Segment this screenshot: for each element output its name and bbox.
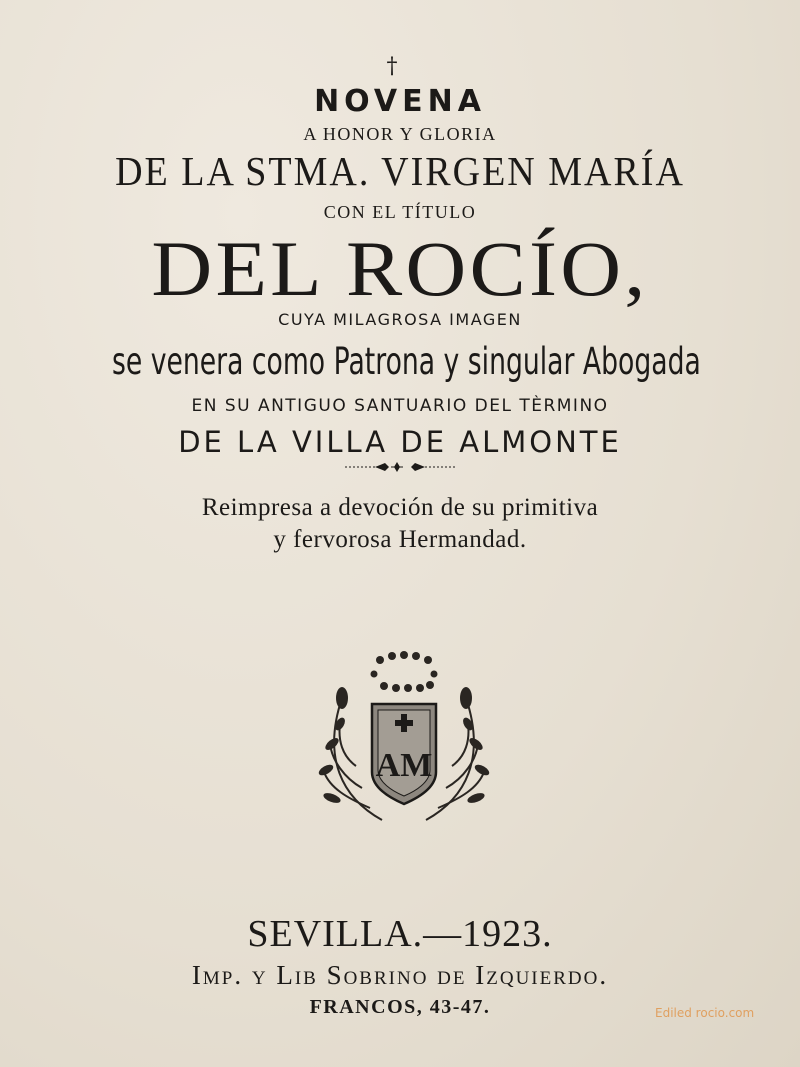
watermark-text: Ediled rocio.com xyxy=(655,1006,755,1020)
subtitle-santuario: EN SU ANTIGUO SANTUARIO DEL TÈRMINO xyxy=(191,396,609,416)
reprint-line-2: y fervorosa Hermandad. xyxy=(273,526,527,553)
title-rocio: DEL ROCÍO, xyxy=(151,225,649,312)
imprint-printer: Imp. y Lib Sobrino de Izquierdo. xyxy=(191,960,609,990)
marian-emblem xyxy=(312,648,496,832)
subtitle-virgen: DE LA STMA. VIRGEN MARÍA xyxy=(115,149,685,195)
cross-icon: † xyxy=(386,54,398,79)
title-novena: NOVENA xyxy=(314,84,486,119)
subtitle-honor: A HONOR Y GLORIA xyxy=(303,124,497,144)
emblem-monogram: AM xyxy=(375,747,433,784)
imprint-address: FRANCOS, 43-47. xyxy=(309,996,491,1018)
reprint-line-1: Reimpresa a devoción de su primitiva xyxy=(201,494,599,521)
subtitle-venera: se venera como Patrona y singular Abogada xyxy=(112,340,701,383)
divider-ornament xyxy=(0,460,800,474)
subtitle-cuya: CUYA MILAGROSA IMAGEN xyxy=(278,310,522,329)
subtitle-titulo: CON EL TÍTULO xyxy=(323,202,477,222)
subtitle-villa: DE LA VILLA DE ALMONTE xyxy=(178,425,622,459)
imprint-city-year: SEVILLA.—1923. xyxy=(247,913,553,955)
